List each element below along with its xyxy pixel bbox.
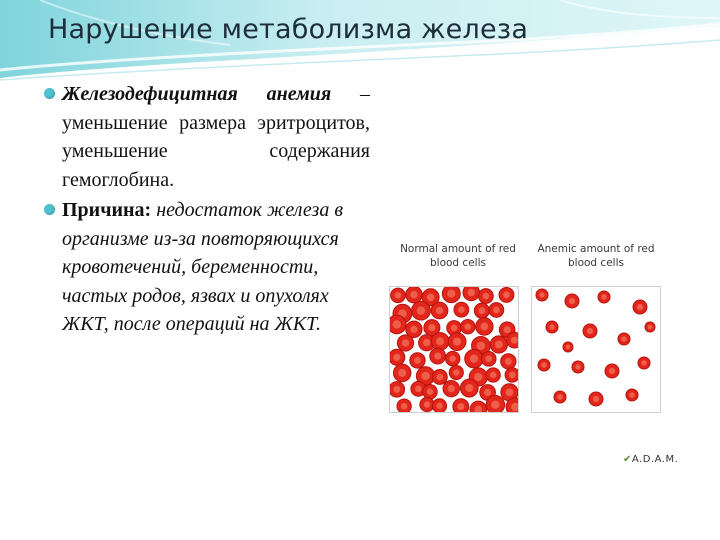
red-blood-cell xyxy=(638,357,650,369)
bullet-list xyxy=(44,80,370,339)
red-blood-cell xyxy=(563,342,573,352)
red-blood-cell xyxy=(589,392,603,406)
bullet-item-definition xyxy=(44,80,370,194)
red-blood-cell xyxy=(490,336,507,353)
red-blood-cell xyxy=(572,361,584,373)
bullet-item-cause xyxy=(44,196,370,339)
red-blood-cell xyxy=(474,303,489,318)
red-blood-cell xyxy=(431,333,449,351)
blood-cells-figure xyxy=(373,228,679,472)
red-blood-cell xyxy=(460,379,478,397)
red-blood-cell xyxy=(449,365,463,379)
bullet-description: недостаток железа в организме из-за повторяющихся кровотечений, беременности, частых родов, язвах и опухолях ЖКТ, после операций на ЖКТ. xyxy=(62,199,344,335)
red-blood-cell xyxy=(423,385,437,399)
red-blood-cell xyxy=(443,380,459,396)
red-blood-cell xyxy=(481,352,496,367)
red-blood-cell xyxy=(432,370,447,385)
red-blood-cell xyxy=(554,391,566,403)
red-blood-cell xyxy=(489,303,504,318)
anemic-cells-panel xyxy=(531,286,661,413)
bullet-dot-icon xyxy=(44,204,55,215)
red-blood-cell xyxy=(505,368,518,382)
adam-logo-mark: ✔ xyxy=(623,454,632,465)
normal-cells-panel xyxy=(389,286,519,413)
red-blood-cell xyxy=(391,288,406,303)
red-blood-cell xyxy=(431,302,448,319)
adam-logo xyxy=(623,454,678,465)
red-blood-cell xyxy=(453,399,469,412)
bullet-dot-icon xyxy=(44,88,55,99)
red-blood-cell xyxy=(486,395,504,412)
red-blood-cell xyxy=(645,322,655,332)
red-blood-cell xyxy=(618,333,630,345)
red-blood-cell xyxy=(538,359,550,371)
anemic-cells-caption: Anemic amount of red blood cells xyxy=(537,243,655,269)
red-blood-cell xyxy=(476,318,493,335)
bullet-term: Причина: xyxy=(62,199,152,221)
red-blood-cell xyxy=(430,348,446,364)
anemic-red-blood-cells-illustration xyxy=(532,287,660,412)
red-blood-cell xyxy=(410,353,425,368)
red-blood-cell xyxy=(390,315,406,334)
red-blood-cell xyxy=(465,350,483,368)
red-blood-cell xyxy=(605,364,619,378)
red-blood-cell xyxy=(463,287,479,301)
bullet-text xyxy=(62,80,370,194)
red-blood-cell xyxy=(583,324,597,338)
red-blood-cell xyxy=(546,321,558,333)
slide-title: Нарушение метаболизма железа xyxy=(48,14,529,45)
red-blood-cell xyxy=(412,301,431,320)
red-blood-cell xyxy=(397,335,413,351)
red-blood-cell xyxy=(406,287,423,303)
bullet-text xyxy=(62,196,370,339)
red-blood-cell xyxy=(432,399,446,412)
red-blood-cell xyxy=(565,294,579,308)
red-blood-cell xyxy=(499,287,514,302)
red-blood-cell xyxy=(626,389,638,401)
red-blood-cell xyxy=(390,382,405,397)
adam-logo-text: A.D.A.M. xyxy=(631,454,679,465)
red-blood-cell xyxy=(390,349,405,365)
red-blood-cell xyxy=(507,332,518,348)
red-blood-cell xyxy=(454,302,469,317)
red-blood-cell xyxy=(448,333,466,351)
red-blood-cell xyxy=(478,289,493,304)
normal-red-blood-cells-illustration xyxy=(390,287,518,412)
bullet-description: – уменьшение размера эритроцитов, уменьшение содержания гемоглобина. xyxy=(62,83,371,191)
red-blood-cell xyxy=(461,319,475,333)
red-blood-cell xyxy=(442,287,460,303)
red-blood-cell xyxy=(393,364,411,382)
normal-cells-caption: Normal amount of red blood cells xyxy=(400,243,516,269)
red-blood-cell xyxy=(633,300,647,314)
red-blood-cell xyxy=(470,401,487,412)
red-blood-cell xyxy=(486,368,500,382)
red-blood-cell xyxy=(598,291,610,303)
red-blood-cell xyxy=(445,351,459,365)
red-blood-cell xyxy=(397,399,411,412)
red-blood-cell xyxy=(501,354,516,369)
red-blood-cell xyxy=(536,289,548,301)
bullet-term: Железодефицитная анемия xyxy=(62,83,332,105)
